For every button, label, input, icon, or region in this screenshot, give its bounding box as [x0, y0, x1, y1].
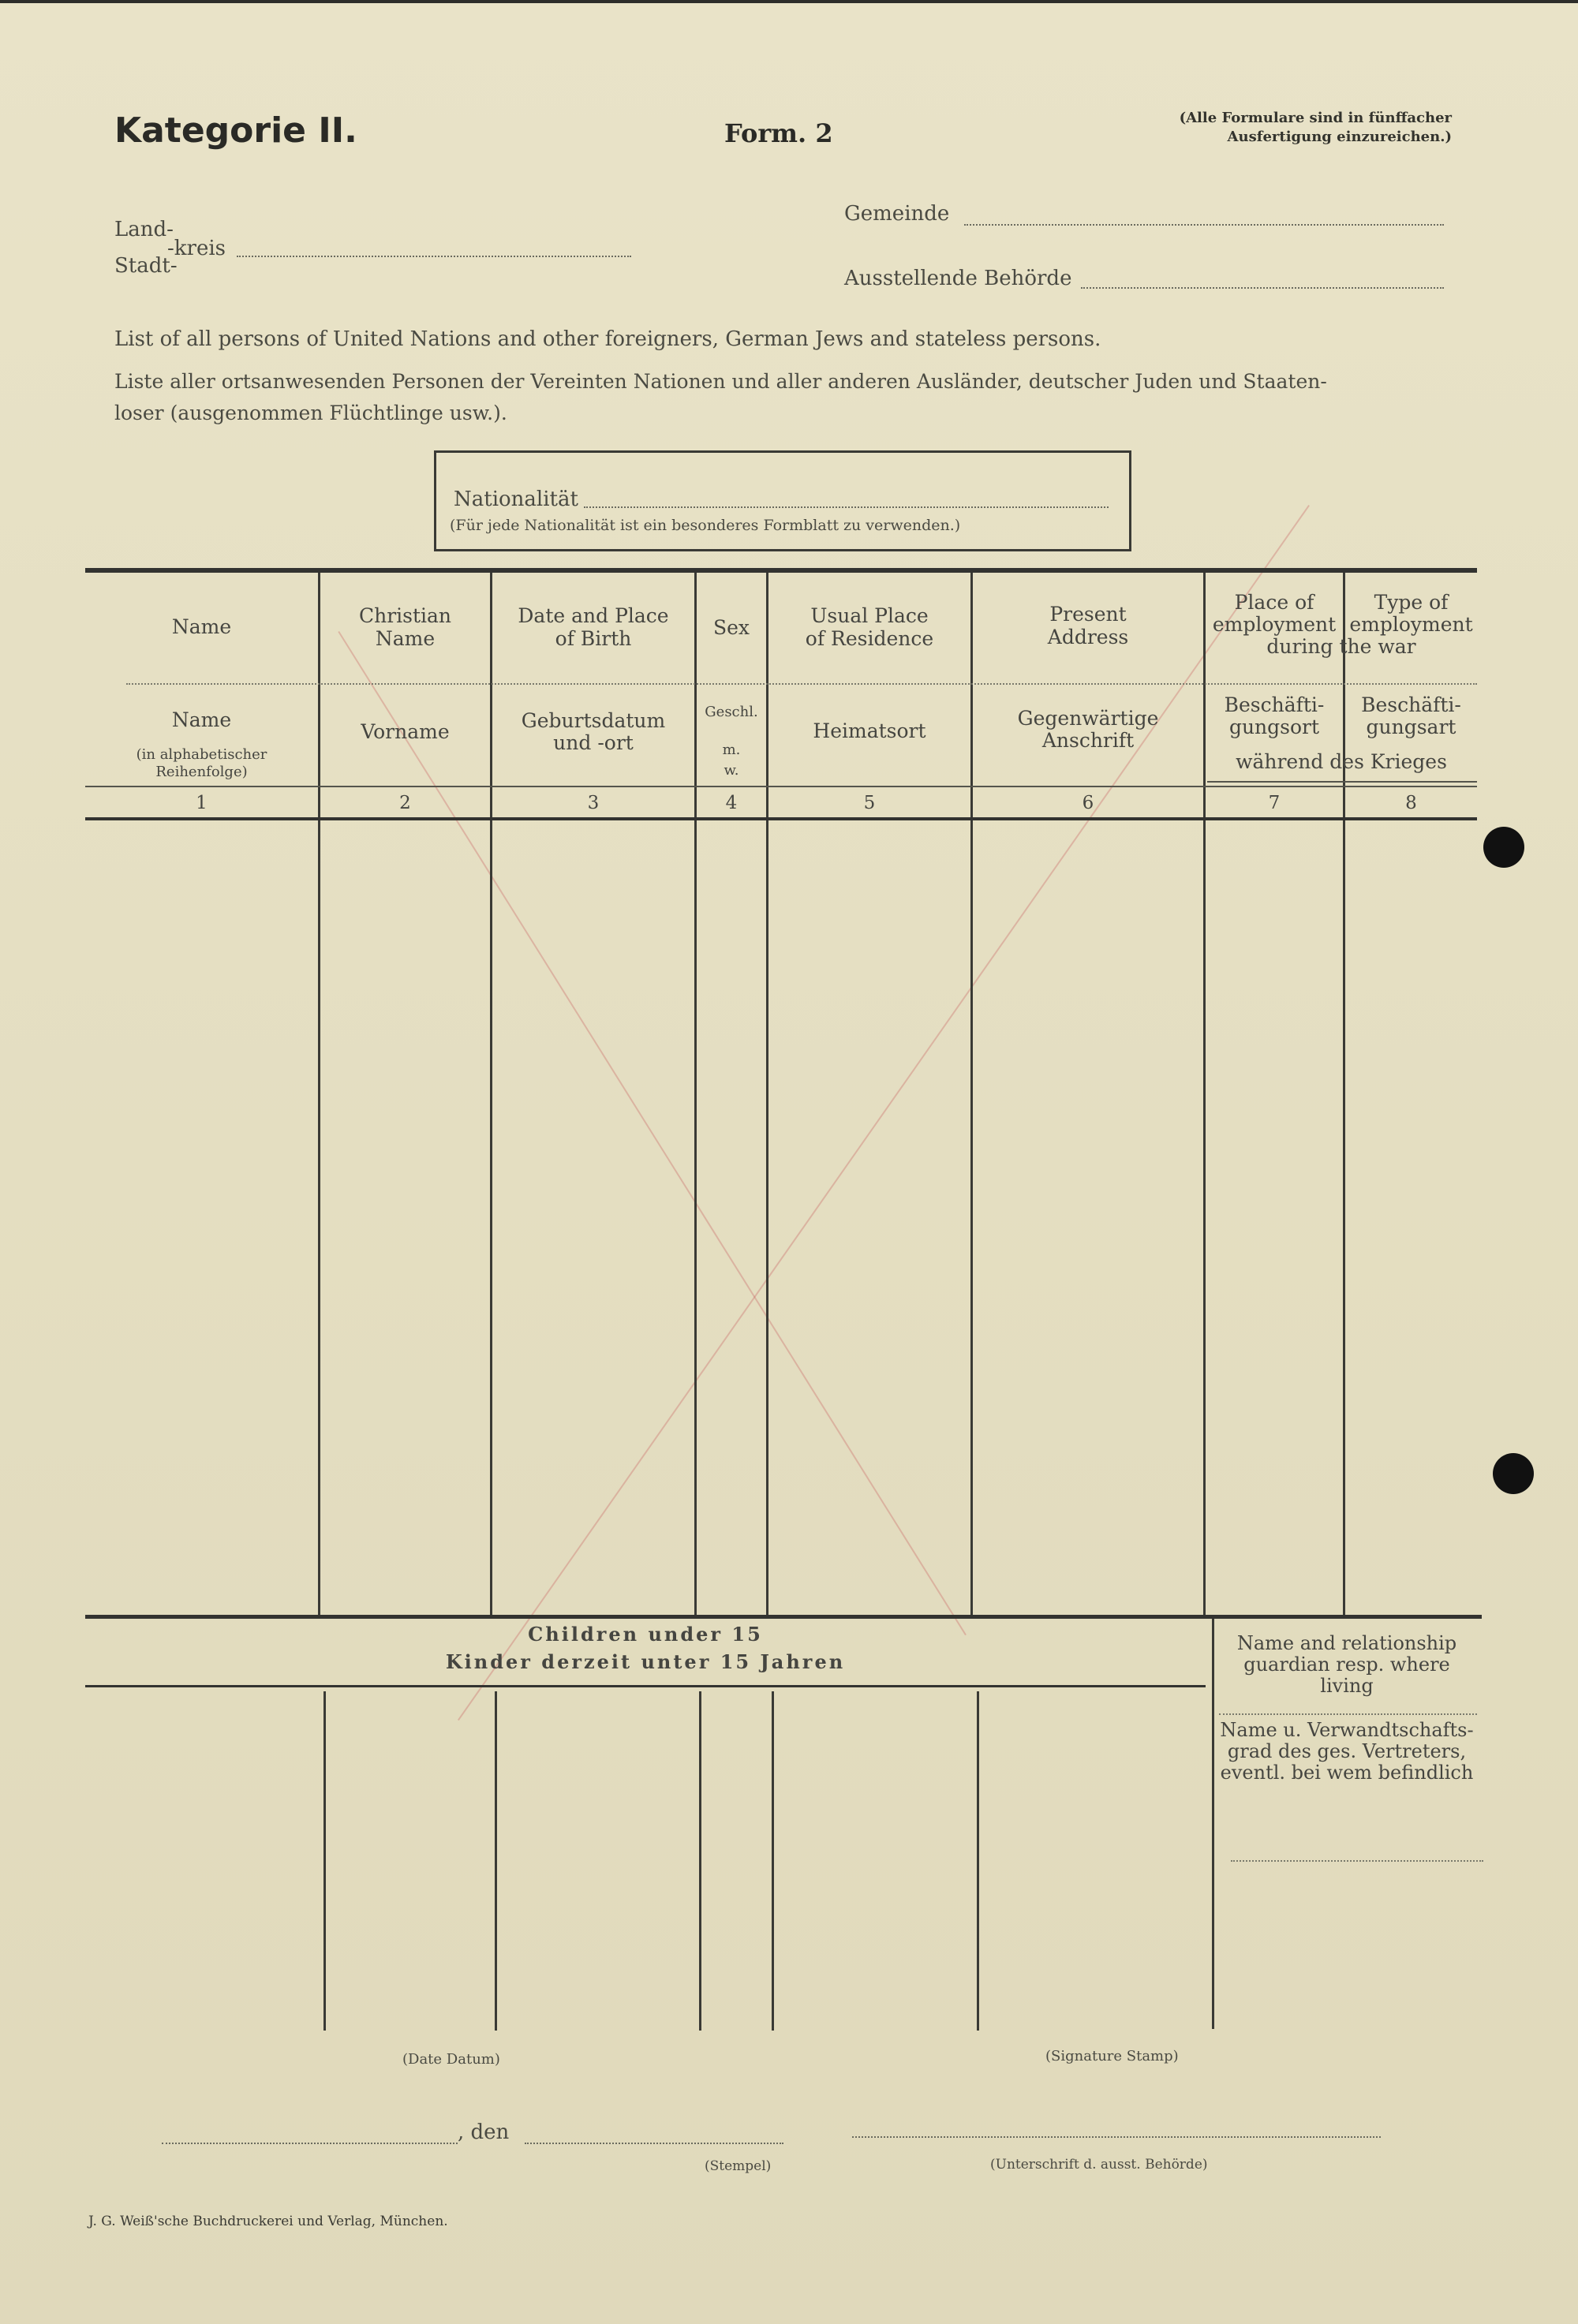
col8-header-de-line: gungsart: [1366, 716, 1456, 738]
col7-header-de-line: gungsort: [1228, 716, 1320, 738]
guardian-de-line: grad des ges. Vertreters,: [1227, 1740, 1467, 1762]
during-war-label: during the war: [1266, 635, 1416, 658]
waehrend-underline: [1207, 781, 1477, 783]
col3-header-en-line: of Birth: [555, 627, 632, 650]
punch-hole: [1493, 1453, 1534, 1494]
copies-notice-line: (Alle Formulare sind in fünffacher: [1179, 110, 1452, 126]
col7-header-de: [1206, 694, 1343, 738]
number-row-bottom: [85, 817, 1477, 820]
col5-number: 5: [863, 793, 876, 813]
intro-german-line2: loser (ausgenommen Flüchtlinge usw.).: [114, 402, 507, 424]
behoerde-label: Ausstellende Behörde: [844, 267, 1072, 290]
col2-header-en: [320, 604, 490, 650]
gemeinde-field[interactable]: [964, 222, 1444, 226]
nationality-label: Nationalität: [454, 488, 578, 511]
land-label: Land-: [114, 218, 174, 241]
punch-hole: [1483, 827, 1524, 868]
children-title-de: Kinder derzeit unter 15 Jahren: [445, 1650, 846, 1673]
children-header-rule: [85, 1685, 1206, 1687]
place-field[interactable]: [162, 2141, 458, 2144]
col7-header-en-line: employment: [1212, 613, 1337, 636]
col6-header-en-line: Address: [1047, 626, 1129, 648]
col6-number: 6: [1082, 793, 1094, 813]
copies-notice: [1065, 109, 1452, 147]
table-top-rule: [85, 568, 1477, 573]
col5-header-en-line: Usual Place: [810, 604, 929, 627]
col3-header-de-line: Geburtsdatum: [521, 709, 666, 732]
guardian-dotted-separator: [1219, 1713, 1477, 1715]
col1-header-note: (in alphabetischer Reihenfolge): [136, 746, 267, 780]
signature-field[interactable]: [852, 2135, 1381, 2138]
stadt-label: Stadt-: [114, 254, 178, 278]
children-entries-area[interactable]: [87, 1691, 1207, 2029]
unterschrift-caption: (Unterschrift d. ausst. Behörde): [990, 2157, 1208, 2173]
guardian-header-de: [1217, 1720, 1477, 1784]
guardian-en-line: Name and relationship: [1236, 1632, 1457, 1654]
col4-w: w.: [724, 762, 739, 779]
col4-m: m.: [722, 742, 741, 758]
kreis-label: -kreis: [167, 237, 226, 260]
col1-header-de: Name: [171, 708, 232, 731]
guardian-de-line: eventl. bei wem befindlich: [1220, 1762, 1474, 1784]
col3-number: 3: [587, 793, 600, 813]
children-title-en: Children under 15: [528, 1623, 763, 1646]
col6-header-en-line: Present: [1049, 603, 1127, 626]
intro-english: List of all persons of United Nations and other foreigners, German Jews and stateless persons.: [114, 327, 1101, 351]
entries-area[interactable]: [87, 822, 1475, 1615]
col2-number: 2: [399, 793, 411, 813]
header-dotted-separator: [126, 683, 1477, 685]
col4-number: 4: [725, 793, 738, 813]
col4-header-en: Sex: [712, 616, 750, 639]
col2-header-en-line: Christian: [358, 604, 452, 627]
guardian-divider: [1212, 1619, 1214, 2029]
number-row-top: [85, 786, 1477, 787]
col6-header-en: [973, 603, 1203, 648]
children-top-rule: [85, 1615, 1482, 1619]
guardian-de-line: Name u. Verwandtschafts-: [1220, 1719, 1474, 1741]
date-caption: (Date Datum): [402, 2051, 500, 2068]
col7-header-en-line: Place of: [1234, 591, 1314, 614]
top-edge: [0, 0, 1578, 3]
col3-header-en: [492, 604, 694, 650]
guardian-header-en: [1217, 1633, 1477, 1697]
col1-number: 1: [196, 793, 208, 813]
col8-header-en-line: Type of: [1374, 591, 1449, 614]
col7-header-en: [1206, 592, 1343, 636]
col3-header-de-line: und -ort: [553, 731, 634, 754]
kreis-field[interactable]: [237, 254, 631, 257]
col8-header-en-line: employment: [1349, 613, 1473, 636]
col2-header-en-line: Name: [375, 627, 436, 650]
col5-header-de: Heimatsort: [813, 719, 926, 742]
stempel-caption: (Stempel): [705, 2158, 772, 2174]
col2-header-de: Vorname: [361, 720, 450, 743]
col1-header-en: Name: [171, 615, 232, 638]
col6-header-de-line: Anschrift: [1041, 729, 1135, 752]
behoerde-field[interactable]: [1081, 286, 1444, 289]
gemeinde-label: Gemeinde: [844, 202, 950, 226]
col5-header-en: [768, 604, 970, 650]
date-field[interactable]: [525, 2141, 783, 2144]
printer-imprint: J. G. Weiß'sche Buchdruckerei und Verlag, München.: [88, 2214, 448, 2229]
col8-header-en: [1345, 592, 1477, 636]
col3-header-de: [492, 710, 694, 754]
form-number: Form. 2: [724, 118, 833, 148]
col8-header-de: [1345, 694, 1477, 738]
col8-header-de-line: Beschäfti-: [1361, 693, 1461, 716]
col4-header-de: Geschl.: [705, 704, 758, 720]
col6-header-de-line: Gegenwärtige: [1017, 707, 1159, 730]
category-title: Kategorie II.: [114, 110, 357, 151]
col6-header-de: [973, 708, 1203, 752]
signature-caption: (Signature Stamp): [1045, 2048, 1179, 2064]
guardian-en-line: guardian resp. where: [1243, 1653, 1450, 1676]
guardian-field[interactable]: [1231, 1860, 1483, 1862]
nationality-field[interactable]: [584, 505, 1109, 508]
den-label: , den: [458, 2120, 510, 2144]
waehrend-label: während des Krieges: [1236, 750, 1447, 773]
guardian-en-line: living: [1320, 1675, 1374, 1697]
col7-header-de-line: Beschäfti-: [1224, 693, 1325, 716]
intro-german-line1: Liste aller ortsanwesenden Personen der Vereinten Nationen und aller anderen Ausländer, deutscher Juden und Staaten-: [114, 370, 1327, 393]
copies-notice-line: Ausfertigung einzureichen.): [1227, 129, 1452, 145]
col7-number: 7: [1268, 793, 1281, 813]
col8-number: 8: [1405, 793, 1417, 813]
col3-header-en-line: Date and Place: [518, 604, 669, 627]
col5-header-en-line: of Residence: [805, 627, 934, 650]
nationality-note: (Für jede Nationalität ist ein besonderes Formblatt zu verwenden.): [450, 517, 961, 534]
